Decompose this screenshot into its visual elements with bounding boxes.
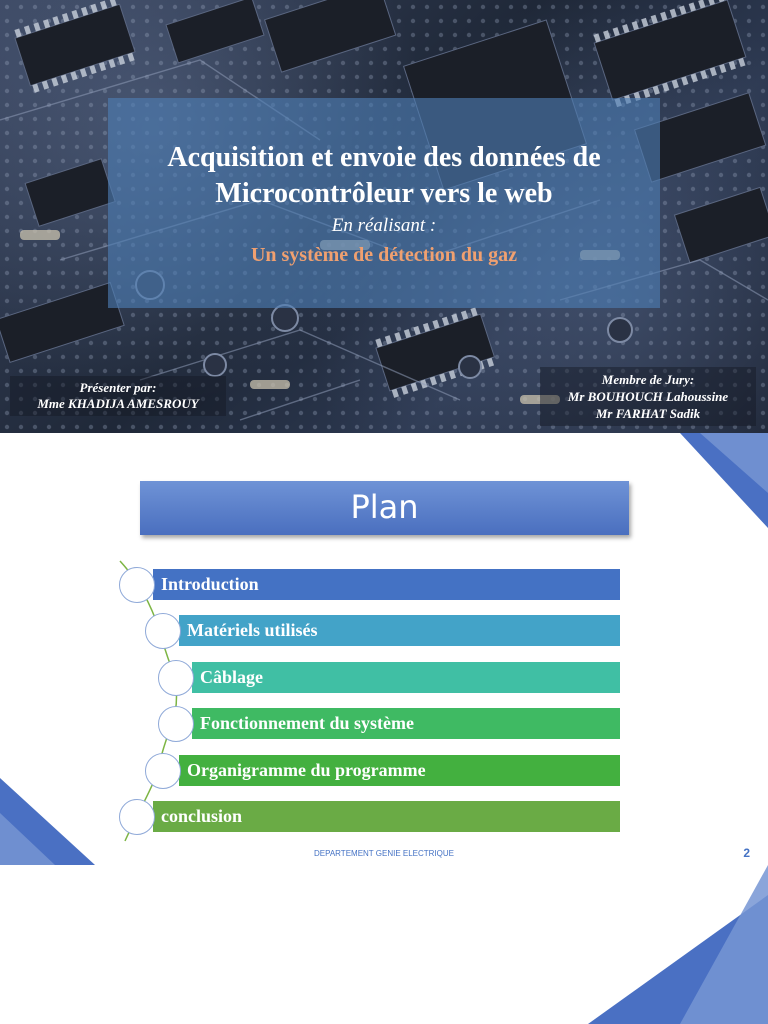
- presenter-name: Mme KHADIJA AMESROUY: [37, 396, 199, 411]
- plan-slide: [0, 433, 768, 865]
- slide-title: Acquisition et envoie des données de Microcontrôleur vers le web: [167, 142, 601, 209]
- title-slide: [0, 0, 768, 433]
- plan-item-materiels: Matériels utilisés: [179, 615, 620, 646]
- jury-label: Membre de Jury:: [601, 372, 695, 387]
- jury-member-2: Mr FARHAT Sadik: [595, 406, 701, 421]
- jury-member-1: Mr BOUHOUCH Lahoussine: [567, 389, 729, 404]
- footer-department: DEPARTEMENT GENIE ELECTRIQUE: [313, 849, 455, 858]
- presenter-label: Présenter par:: [79, 380, 157, 395]
- plan-item-cablage: Câblage: [192, 662, 620, 693]
- bullet-circle: [145, 613, 181, 649]
- plan-item-introduction: Introduction: [153, 569, 620, 600]
- bullet-circle: [158, 706, 194, 742]
- presenter-block: [18, 380, 218, 412]
- bullet-circle: [145, 753, 181, 789]
- plan-item-fonctionnement: Fonctionnement du système: [192, 708, 620, 739]
- next-slide-decoration: [0, 865, 768, 1024]
- title-box: [108, 98, 660, 308]
- plan-heading: Plan: [140, 481, 629, 535]
- bullet-circle: [119, 799, 155, 835]
- slide-subtitle: En réalisant :: [331, 215, 437, 236]
- project-name: Un système de détection du gaz: [250, 244, 518, 266]
- plan-item-conclusion: conclusion: [153, 801, 620, 832]
- page-number: 2: [743, 846, 750, 860]
- jury-block: [548, 371, 748, 422]
- bullet-circle: [158, 660, 194, 696]
- plan-item-organigramme: Organigramme du programme: [179, 755, 620, 786]
- bullet-circle: [119, 567, 155, 603]
